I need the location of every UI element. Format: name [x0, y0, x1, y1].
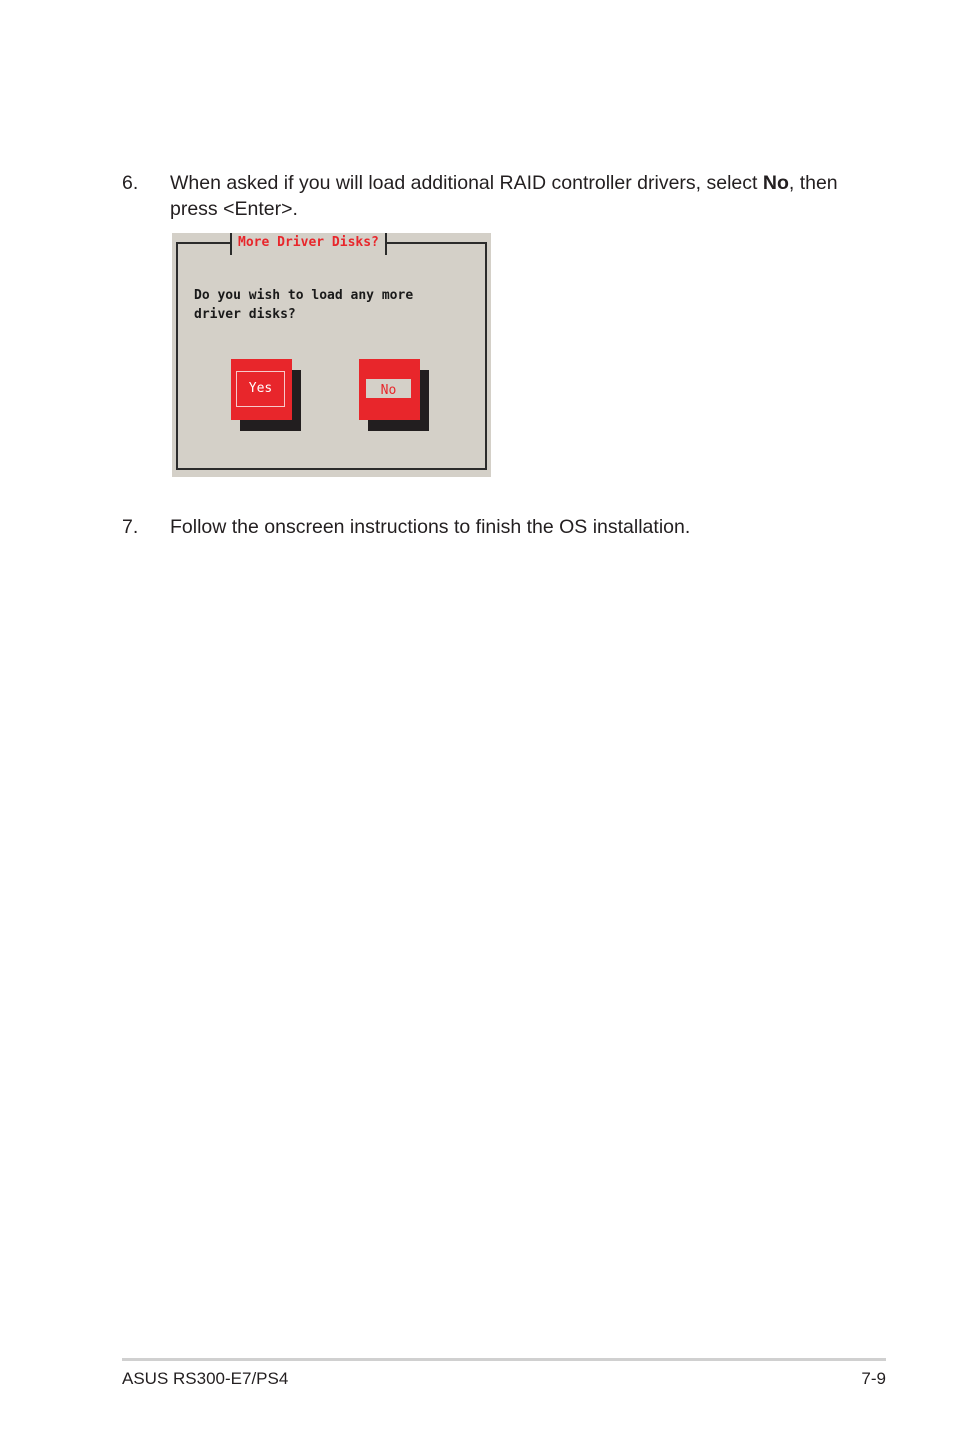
footer-rule	[122, 1358, 886, 1361]
no-button[interactable]	[359, 359, 420, 420]
yes-button-label: Yes	[248, 381, 273, 396]
step-text-part: When asked if you will load additional RAID controller drivers, select	[170, 172, 763, 194]
button-label-box	[236, 371, 285, 407]
step-text-bold: No	[762, 172, 789, 194]
button-face	[231, 359, 292, 420]
footer-page-number: 7-9	[861, 1369, 886, 1388]
button-label-box	[366, 379, 411, 398]
dialog-title: More Driver Disks?	[238, 235, 379, 250]
footer-product-name: ASUS RS300-E7/PS4	[122, 1369, 289, 1388]
no-button-label: No	[380, 383, 397, 398]
yes-button[interactable]	[231, 359, 292, 420]
step-number: 6.	[122, 172, 139, 194]
step-number: 7.	[122, 516, 139, 538]
step-text	[170, 170, 860, 222]
dialog-message: Do you wish to load any more driver disks?	[194, 288, 414, 322]
step-text-part: , then press <Enter>.	[170, 172, 838, 220]
dialog-frame	[176, 242, 487, 470]
driver-disks-dialog-screenshot	[172, 233, 491, 477]
button-face	[359, 359, 420, 420]
dialog-title-wrap	[230, 233, 387, 255]
step-text: Follow the onscreen instructions to finish the OS installation.	[170, 516, 691, 538]
